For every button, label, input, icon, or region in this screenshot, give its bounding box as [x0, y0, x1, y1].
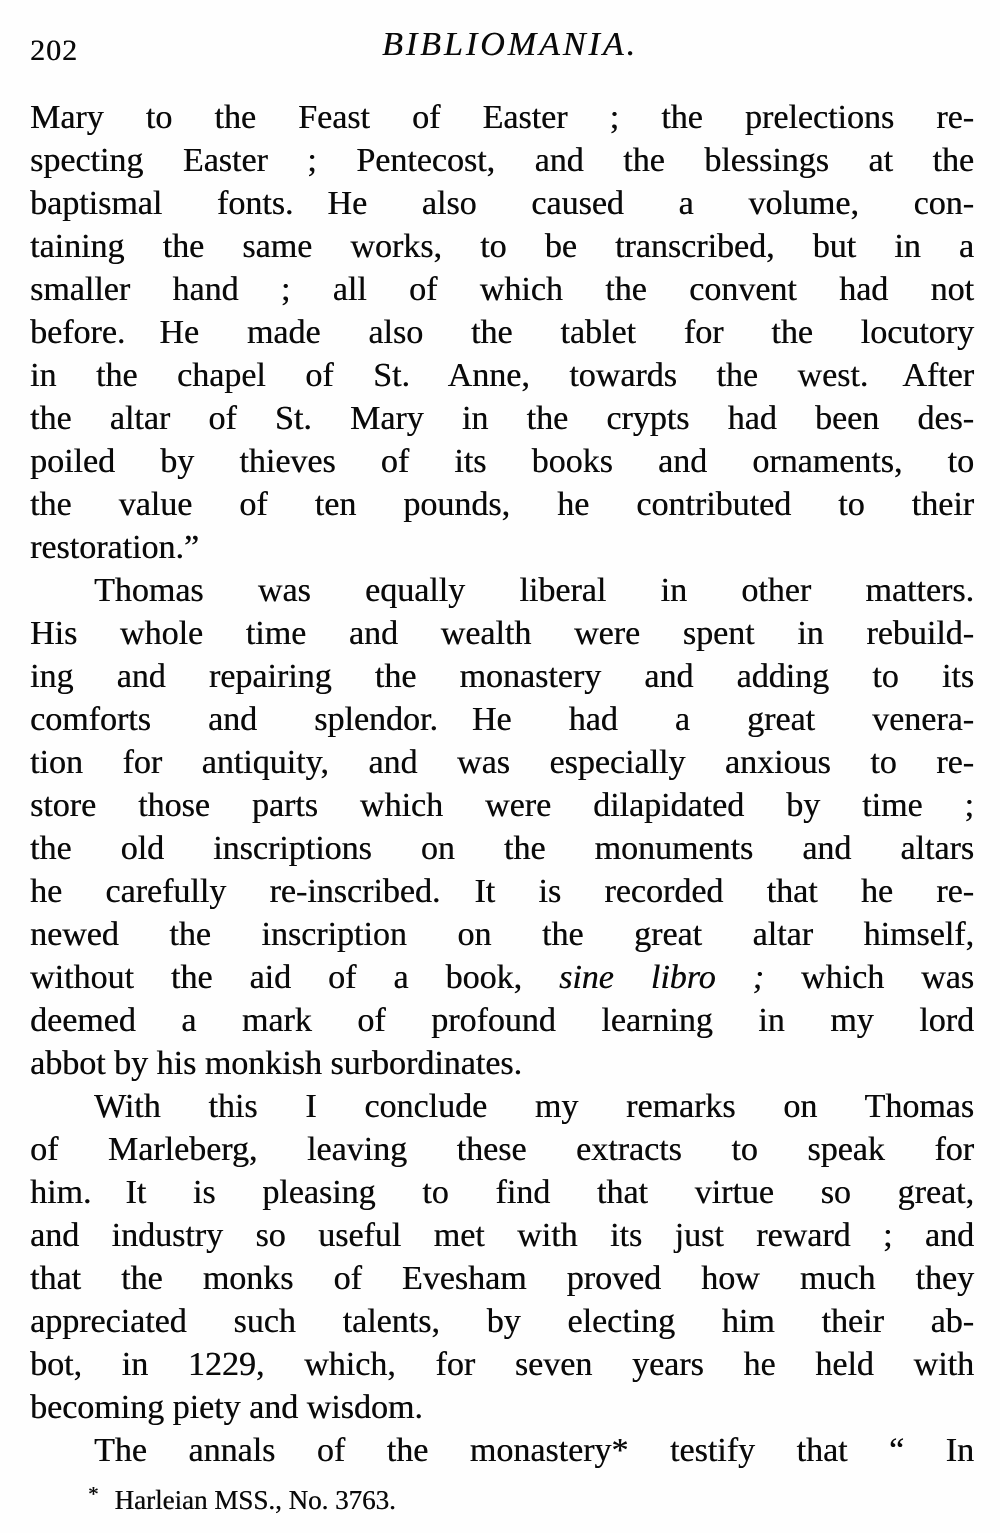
- running-head: [0, 26, 1000, 70]
- text-line: baptismal fonts. He also caused a volume, con-: [30, 185, 974, 222]
- text-line: the old inscriptions on the monuments and altars: [30, 830, 974, 867]
- paragraph-4: [30, 1429, 974, 1472]
- text-line: store those parts which were dilapidated by time ;: [30, 787, 974, 824]
- text-line: poiled by thieves of its books and ornaments, to: [30, 443, 974, 480]
- text-line: deemed a mark of profound learning in my lord: [30, 1002, 974, 1039]
- text-line: His whole time and wealth were spent in rebuild-: [30, 615, 974, 652]
- text-line: With this I conclude my remarks on Thomas: [94, 1088, 974, 1125]
- text-segment: without the aid of a book,: [30, 959, 559, 996]
- latin-phrase: sine libro ;: [559, 959, 764, 996]
- footnote: [88, 1476, 396, 1518]
- text-line: ing and repairing the monastery and adding to its: [30, 658, 974, 695]
- text-line: taining the same works, to be transcribed, but in a: [30, 228, 974, 265]
- text-line: in the chapel of St. Anne, towards the west. After: [30, 357, 974, 394]
- text-line: that the monks of Evesham proved how much they: [30, 1260, 974, 1297]
- running-title: BIBLIOMANIA.: [381, 26, 638, 63]
- text-line: becoming piety and wisdom.: [30, 1389, 423, 1426]
- paragraph-2: [30, 569, 974, 1085]
- text-line: tion for antiquity, and was especially anxious to re-: [30, 744, 974, 781]
- text-line: comforts and splendor. He had a great venera-: [30, 701, 974, 738]
- text-line: specting Easter ; Pentecost, and the blessings at the: [30, 142, 974, 179]
- text-line: appreciated such talents, by electing him their ab-: [30, 1303, 974, 1340]
- text-segment: which was: [764, 959, 975, 996]
- text-line: bot, in 1229, which, for seven years he held with: [30, 1346, 974, 1383]
- paragraph-1: [30, 96, 974, 569]
- text-line: restoration.”: [30, 529, 199, 566]
- footnote-text: Harleian MSS., No. 3763.: [114, 1485, 396, 1515]
- text-line: abbot by his monkish surbordinates.: [30, 1045, 523, 1082]
- paragraph-3: [30, 1085, 974, 1429]
- text-line: the value of ten pounds, he contributed to their: [30, 486, 974, 523]
- text-line: of Marleberg, leaving these extracts to speak for: [30, 1131, 974, 1168]
- text-line: Mary to the Feast of Easter ; the prelections re-: [30, 99, 974, 136]
- page-number: 202: [30, 34, 78, 67]
- text-line: [30, 956, 974, 999]
- text-line: the altar of St. Mary in the crypts had been des-: [30, 400, 974, 437]
- text-line: before. He made also the tablet for the locutory: [30, 314, 974, 351]
- page-text: [30, 96, 974, 1472]
- text-line: and industry so useful met with its just reward ; and: [30, 1217, 974, 1254]
- text-line: smaller hand ; all of which the convent had not: [30, 271, 974, 308]
- text-line: newed the inscription on the great altar himself,: [30, 916, 974, 953]
- text-line: he carefully re-inscribed. It is recorded that he re-: [30, 873, 974, 910]
- text-line: him. It is pleasing to find that virtue so great,: [30, 1174, 974, 1211]
- footnote-marker: *: [88, 1482, 99, 1506]
- text-line: The annals of the monastery* testify that “ In: [94, 1432, 974, 1469]
- text-line: Thomas was equally liberal in other matters.: [94, 572, 974, 609]
